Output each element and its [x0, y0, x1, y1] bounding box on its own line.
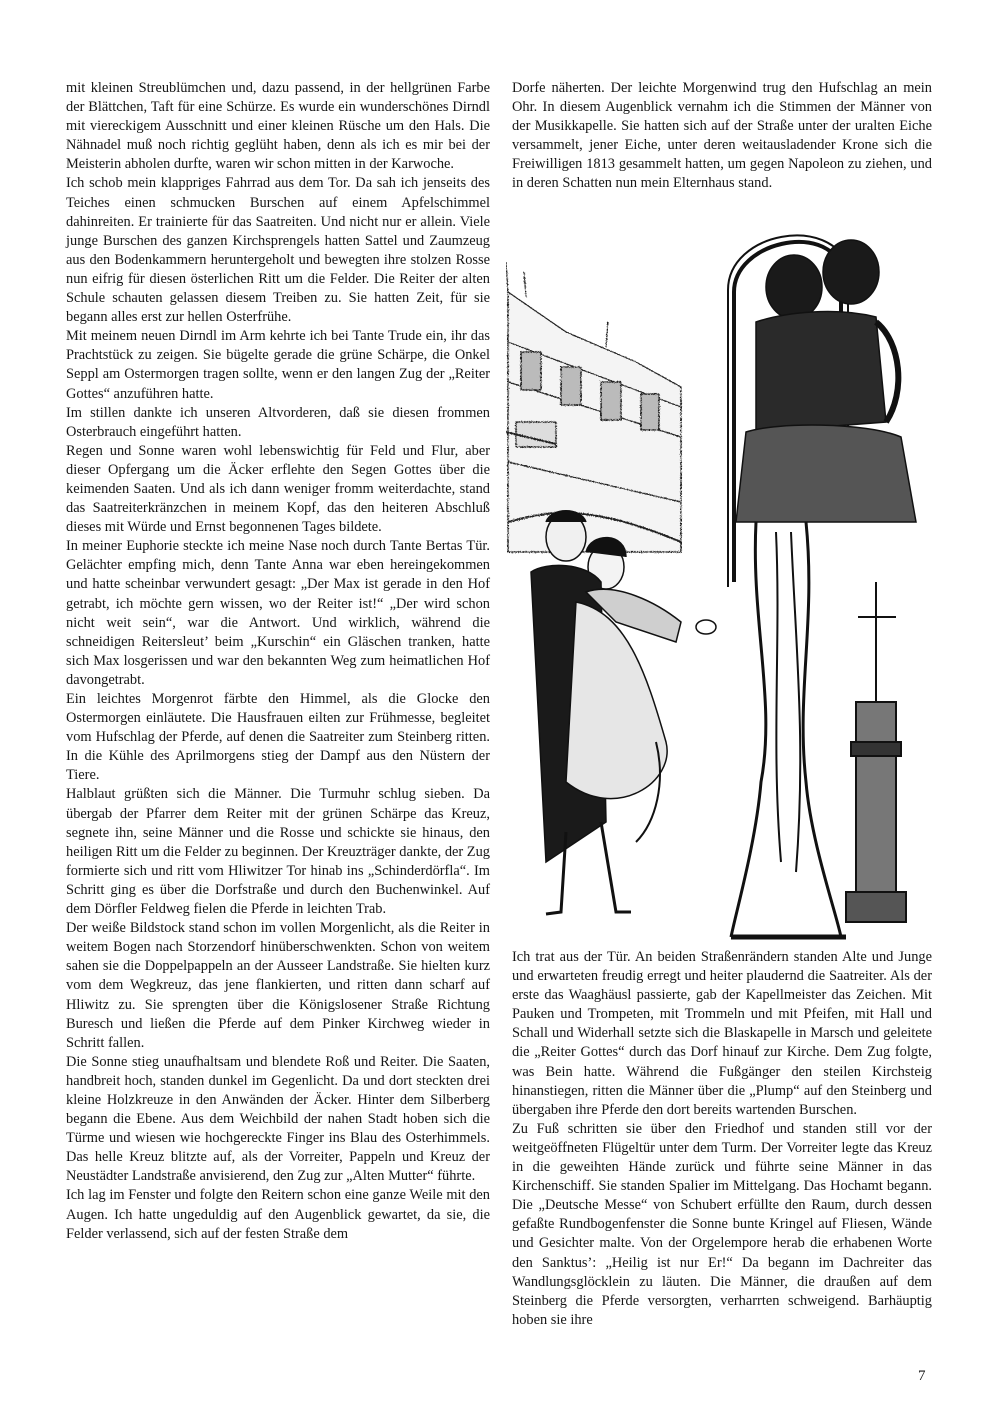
ink-drawing-illustration [506, 222, 936, 940]
page-number: 7 [918, 1368, 926, 1384]
paragraph: Halblaut grüßten sich die Männer. Die Turmuhr schlug sieben. Da übergab der Pfarrer dem Reiter mit der grünen Schärpe das Kreuz, segnete ihn, seine Männer und die Rosse und schickte sie hinaus, den heiligen Ritt um die Felder zu beginnen. Der Kreuzträger dankte, der Zug formierte sich und ritt vom Hliwitzer Tor hinab ins „Schinderdörfla“. Im Schritt ging es über die Dorfstraße und durch den Buchenwinkel. Auf dem Dörfler Feldweg fielen die Pferde in leichten Trab. [66, 786, 490, 918]
paragraph: Ein leichtes Morgenrot färbte den Himmel, als die Glocke den Ostermorgen einläutete. Die Hausfrauen eilten zur Frühmesse, begleitet vom Hufschlag der Pferde, auf denen die Saatreiter zum Steinberg ritten. In die Kühle des Aprilmorgens stieg der Dampf aus den Nüstern der Tiere. [66, 691, 490, 784]
right-text-column-top [512, 79, 932, 194]
paragraph: Im stillen dankte ich unseren Altvorderen, daß sie diesen frommen Osterbrauch eingeführt hatten. [66, 404, 490, 440]
paragraph: Zu Fuß schritten sie über den Friedhof und standen still vor der weitgeöffneten Flügeltür unter dem Turm. Der Vorreiter legte das Kreuz in die geweihten Hände zurück und führte seine Männer in das Kirchenschiff. Sie standen Spalier im Mittelgang. Das Hochamt begann. Die „Deutsche Messe“ von Schubert erfüllte den Raum, durch dessen gefaßte Rundbogenfenster die Sonne bunte Kringel auf Fliesen, Wände und Gesichter malte. Von der Orgelempore herab die erhabenen Worte den Sanktus’: „Heilig ist nur Er!“ Da begann im Dachreiter das Wandlungsglöcklein zu läuten. Die Männer, die draußen auf dem Steinberg die Pferde versorgten, verharrten schweigend. Barhäuptig hoben sie ihre [512, 1120, 932, 1328]
paragraph: Der weiße Bildstock stand schon im vollen Morgenlicht, als die Reiter in weitem Bogen nach Storzendorf hinüberschwenkten. Schon von weitem sahen sie die Doppelpappeln an der Ausseer Landstraße. Sie hielten kurz vom dem Wegkreuz, das jene flankierten, und ritten dann scharf auf Hliwitz zu. Sie sprengten über die Königslosener Straße Richtung Buresch und ließen die Pferde auf dem Pinker Kirchweg wieder in Schritt fallen. [66, 920, 490, 1051]
paragraph: mit kleinen Streublümchen und, dazu passend, in der hellgrünen Farbe der Blättchen, Taft für eine Schürze. Es wurde ein wunderschönes Dirndl mit viereckigem Ausschnitt und einer kleinen Rüsche um den Hals. Die Nähnadel muß noch richtig geglüht haben, denn als ich es mir bei der Meisterin abholen durfte, waren wir schon mitten in der Karwoche. [66, 80, 490, 173]
paragraph: Ich lag im Fenster und folgte den Reitern schon eine ganze Weile mit den Augen. Ich hatte ungeduldig auf den Augenblick gewartet, da sie, die Felder verlassend, sich auf der festen Straße dem [66, 1187, 490, 1242]
paragraph: Mit meinem neuen Dirndl im Arm kehrte ich bei Tante Trude ein, ihr das Prachtstück zu zeigen. Sie bügelte gerade die grüne Schärpe, die Onkel Seppl am Ostermorgen tragen sollte, wenn er den langen Zug der „Reiter Gottes“ anzuführen hatte. [66, 328, 490, 402]
left-text-column [66, 79, 490, 1244]
paragraph: Ich trat aus der Tür. An beiden Straßenrändern standen Alte und Junge und erwarteten freudig erregt und heiter plaudernd die Saatreiter. Als der erste das Waaghäusl passierte, gab der Kapellmeister das Zeichen. Mit Pauken und Trompeten, mit Trommeln und mit Pfeifen, mit Hall und Schall und Widerhall setzte sich die Blaskapelle in Marsch und geleitete die „Reiter Gottes“ durch das Dorf hinauf zur Kirche. Dem Zug folgte, was Bein hatte. Während die Fußgänger den steilen Kirchsteig hinanstiegen, ritten die Männer über die „Plump“ auf den Steinberg und übergaben ihre Pferde den dort bereits wartenden Burschen. [512, 949, 932, 1118]
wayside-cross-drawing [846, 582, 906, 922]
paragraph: Die Sonne stieg unaufhaltsam und blendete Roß und Reiter. Die Saaten, handbreit hoch, standen dunkel im Gegenlicht. Da und dort steckten drei kleine Holzkreuze in den Anwänden der Äcker. Hinter dem Silberberg begann die Ebene. Aus dem Weichbild der nahen Stadt hoben sich die Türme und wiesen wie hochgereckte Finger ins Blau des Osterhimmels. Das helle Kreuz blitzte auf, als der Vorreiter, Pappeln und Kreuz der Neustädter Landstraße anvisierend, den Zug zur „Alten Mutter“ führte. [66, 1053, 490, 1185]
paragraph: Dorfe näherten. Der leichte Morgenwind trug den Hufschlag an mein Ohr. In diesem Augenblick vernahm ich die Stimmen der Männer von der Musikkapelle. Sie hatten sich auf der Straße unter der uralten Eiche versammelt, jener Eiche, unter deren weitausladender Krone sich die Freiwilligen 1813 gesammelt hatten, um gegen Napoleon zu ziehen, und in deren Schatten nun mein Elternhaus stand. [512, 80, 932, 192]
tree-trunk-drawing [731, 522, 846, 937]
paragraph: Ich schob mein klappriges Fahrrad aus dem Tor. Da sah ich jenseits des Teiches einen schmucken Burschen auf einem Apfelschimmel dahinreiten. Er trainierte für das Saatreiten. Und nicht nur er allein. Viele junge Burschen des ganzen Kirchsprengels hatten Sattel und Zaumzeug aus den Bodenkammern heruntergeholt und bewegten ihre stolzen Rosse nun eifrig für diesen österlichen Ritt um die Felder. Die Reiter der alten Schule schauten gelassen diesem Treiben zu. Sie hatten Zeit, für sie begann alles erst zur hellen Osterfrühe. [66, 175, 490, 326]
paragraph: Regen und Sonne waren wohl lebenswichtig für Feld und Flur, aber dieser Opfergang um die Äcker erflehte den Segen Gottes über die keimenden Saaten. Und als ich dann weniger fromm weiterdachte, stand das Saatreiterkränzchen in meinem Kopf, das den heiteren Abschluß dieses mit Würde und Ernst begonnenen Tages bildete. [66, 442, 490, 536]
dancing-couple-drawing [531, 511, 716, 914]
right-text-column-bottom [512, 948, 932, 1330]
building-drawing [506, 262, 681, 552]
women-figures-drawing [736, 240, 916, 522]
paragraph: In meiner Euphorie steckte ich meine Nase noch durch Tante Bertas Tür. Gelächter empfing mich, denn Tante Anna war eben hereingekommen und hatte scheinbar verwundert gesagt: „Der Max ist gerade in den Hof getrabt, ich möchte gern wissen, wo der Reiter ist!“ „Der wird schon nicht weit sein“, war die Antwort. Und wirklich, während die schneidigen Reitersleut’ beim „Kurschin“ ein Gläschen tranken, hatte sich Max losgerissen und war den bekannten Weg zum heimatlichen Hof davongetrabt. [66, 538, 490, 688]
